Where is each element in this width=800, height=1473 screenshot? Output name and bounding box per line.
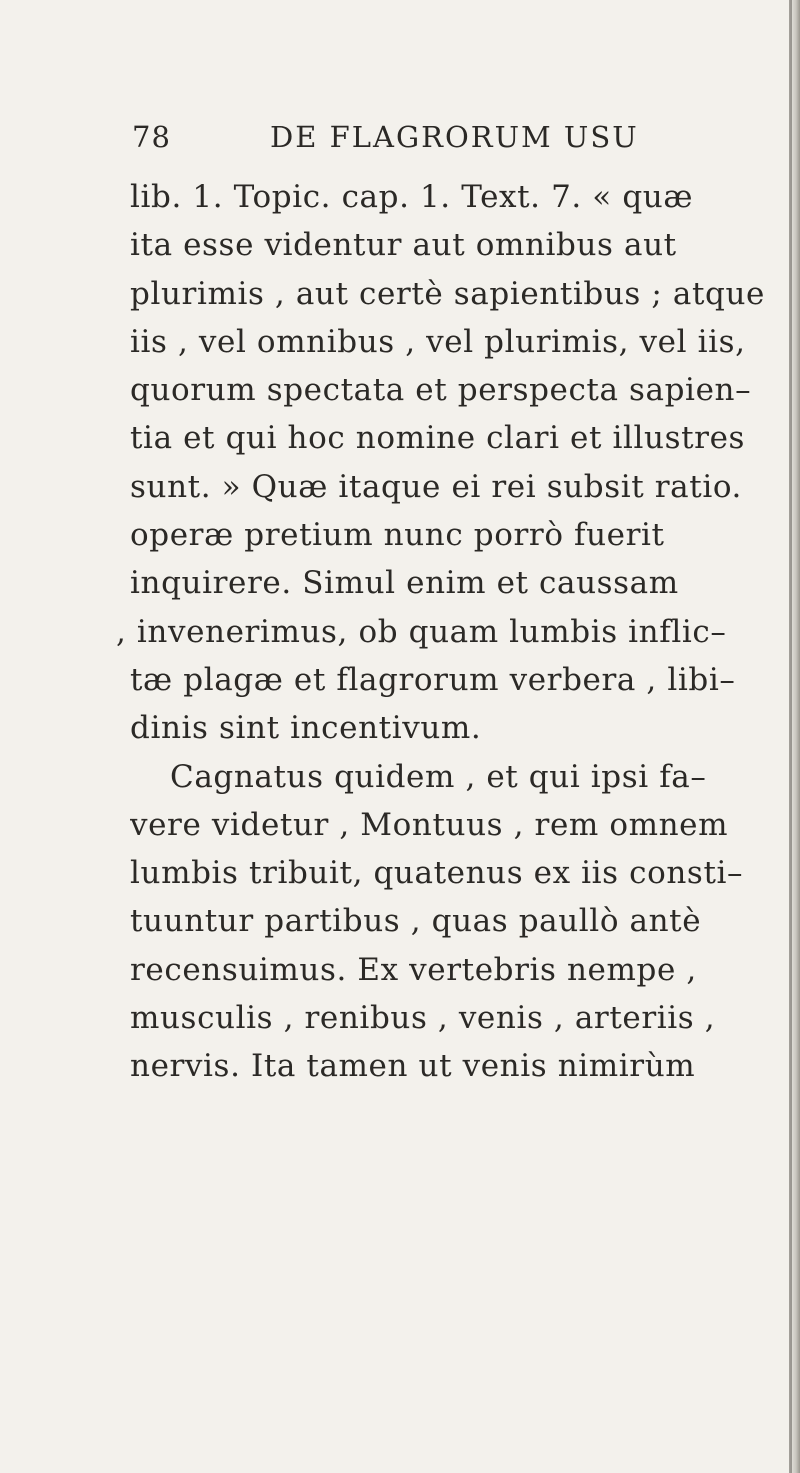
text-line: musculis , renibus , venis , arteriis ,: [130, 1000, 716, 1037]
text-line: ita esse videntur aut omnibus aut: [130, 227, 677, 264]
text-line: vere videtur , Montuus , rem omnem: [130, 806, 729, 843]
text-line: nervis. Ita tamen ut venis nimirùm: [130, 1048, 696, 1085]
page-header: [132, 120, 732, 160]
paragraph-start-line: Cagnatus quidem , et qui ipsi fa–: [170, 758, 707, 795]
text-line: dinis sint incentivum.: [130, 710, 482, 747]
page-number: 78: [132, 120, 171, 154]
text-line: lumbis tribuit, quatenus ex iis consti–: [130, 855, 744, 892]
text-line: recensuimus. Ex vertebris nempe ,: [130, 951, 697, 988]
text-line: tuuntur partibus , quas paullò antè: [130, 903, 702, 940]
text-line: operæ pretium nunc porrò fuerit: [130, 517, 665, 554]
text-line: plurimis , aut certè sapientibus ; atque: [130, 275, 765, 312]
text-line: lib. 1. Topic. cap. 1. Text. 7. « quæ: [130, 179, 694, 215]
text-line: iis , vel omnibus , vel plurimis, vel iis,: [130, 323, 746, 360]
text-line: sunt. » Quæ itaque ei rei subsit ratio.: [130, 468, 743, 505]
text-line: inquirere. Simul enim et caussam: [130, 565, 679, 602]
text-line: tæ plagæ et flagrorum verbera , libi–: [130, 661, 736, 698]
text-line: tia et qui hoc nomine clari et illustres: [130, 420, 746, 457]
body-text: [116, 173, 790, 1091]
running-title: DE FLAGRORUM USU: [270, 120, 639, 154]
text-line: , invenerimus, ob quam lumbis inflic–: [116, 613, 727, 650]
text-line: quorum spectata et perspecta sapien–: [130, 372, 752, 409]
